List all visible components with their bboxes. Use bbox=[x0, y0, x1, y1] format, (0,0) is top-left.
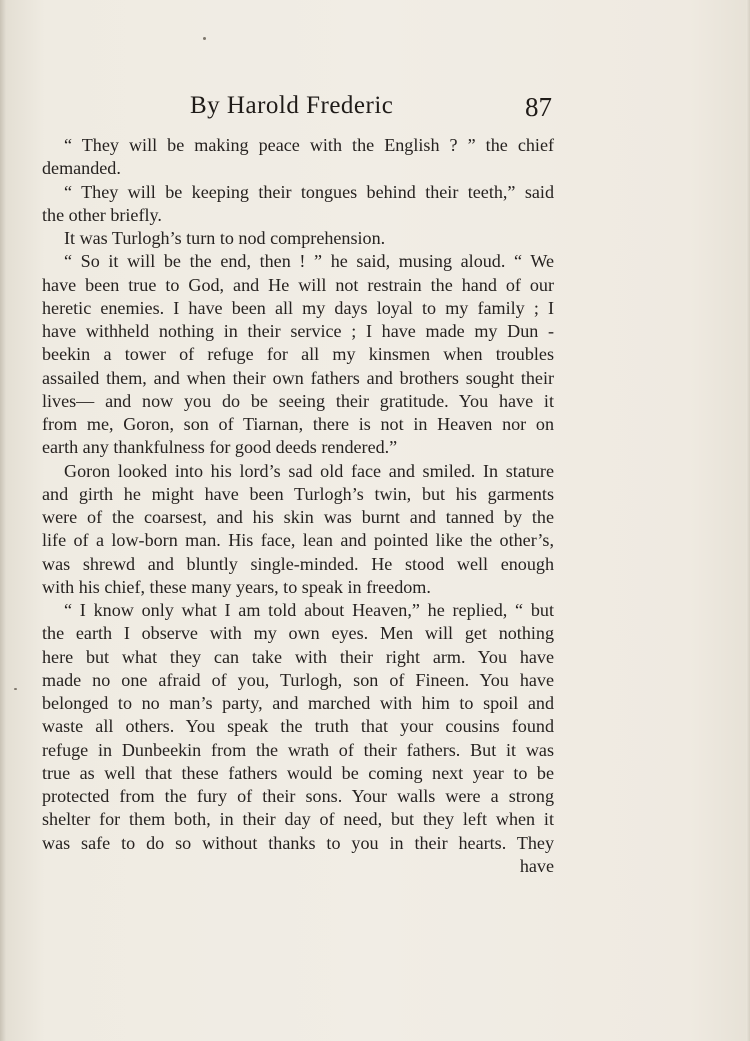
text-line: waste all others. You speak the truth that your cousins found bbox=[42, 716, 554, 737]
text-line: here but what they can take with their right arm. You have bbox=[42, 646, 554, 667]
text-line: earth any thankfulness for good deeds rendered.” bbox=[42, 437, 398, 458]
text-line: “ They will be making peace with the English ? ” the chief bbox=[64, 135, 554, 155]
text-line: were of the coarsest, and his skin was burnt and tanned by the bbox=[42, 507, 554, 527]
text-line: true as well that these fathers would be coming next year to be bbox=[42, 762, 554, 783]
text-line: refuge in Dunbeekin from the wrath of their fathers. But it was bbox=[42, 739, 554, 760]
text-line: life of a low-born man. His face, lean and pointed like the other’s, bbox=[42, 530, 554, 551]
text-line: made no one afraid of you, Turlogh, son of Fineen. You have bbox=[42, 669, 554, 690]
body-text bbox=[42, 134, 554, 878]
text-line: beekin a tower of refuge for all my kinsmen when troubles bbox=[42, 344, 554, 365]
text-line: shelter for them both, in their day of need, but they left when it bbox=[42, 809, 554, 830]
text-line: belonged to no man’s party, and marched with him to spoil and bbox=[42, 693, 554, 713]
text-line: Goron looked into his lord’s sad old face and smiled. In stature bbox=[64, 460, 554, 481]
running-head: By Harold Frederic bbox=[190, 92, 394, 119]
catchword: have bbox=[519, 855, 554, 876]
page-header bbox=[190, 92, 552, 132]
text-line: protected from the fury of their sons. Your walls were a strong bbox=[42, 786, 554, 806]
text-line: “ I know only what I am told about Heaven,” he replied, “ but bbox=[64, 600, 554, 620]
text-line: lives— and now you do be seeing their gratitude. You have it bbox=[42, 390, 554, 411]
text-line: heretic enemies. I have been all my days loyal to my family ; I bbox=[42, 297, 554, 318]
text-line: It was Turlogh’s turn to nod comprehension. bbox=[64, 228, 386, 248]
text-line: the other briefly. bbox=[42, 204, 162, 225]
text-line: the earth I observe with my own eyes. Men will get nothing bbox=[42, 623, 554, 644]
text-line: demanded. bbox=[42, 158, 121, 179]
text-line: and girth he might have been Turlogh’s twin, but his garments bbox=[42, 483, 554, 504]
text-line: “ They will be keeping their tongues behind their teeth,” said bbox=[64, 181, 554, 202]
text-line: assailed them, and when their own fathers and brothers sought their bbox=[42, 367, 554, 388]
text-line: was shrewd and bluntly single-minded. He stood well enough bbox=[42, 553, 554, 574]
text-line: with his chief, these many years, to speak in freedom. bbox=[42, 576, 431, 597]
ink-speck bbox=[203, 37, 206, 40]
ink-speck bbox=[14, 688, 17, 690]
text-line: have been true to God, and He will not restrain the hand of our bbox=[42, 274, 554, 295]
text-line: from me, Goron, son of Tiarnan, there is not in Heaven nor on bbox=[42, 414, 554, 434]
page-number: 87 bbox=[525, 92, 552, 122]
text-line: have withheld nothing in their service ; I have made my Dun - bbox=[42, 321, 554, 341]
text-line: was safe to do so without thanks to you in their hearts. They bbox=[42, 832, 554, 853]
text-line: “ So it will be the end, then ! ” he said, musing aloud. “ We bbox=[64, 251, 554, 272]
